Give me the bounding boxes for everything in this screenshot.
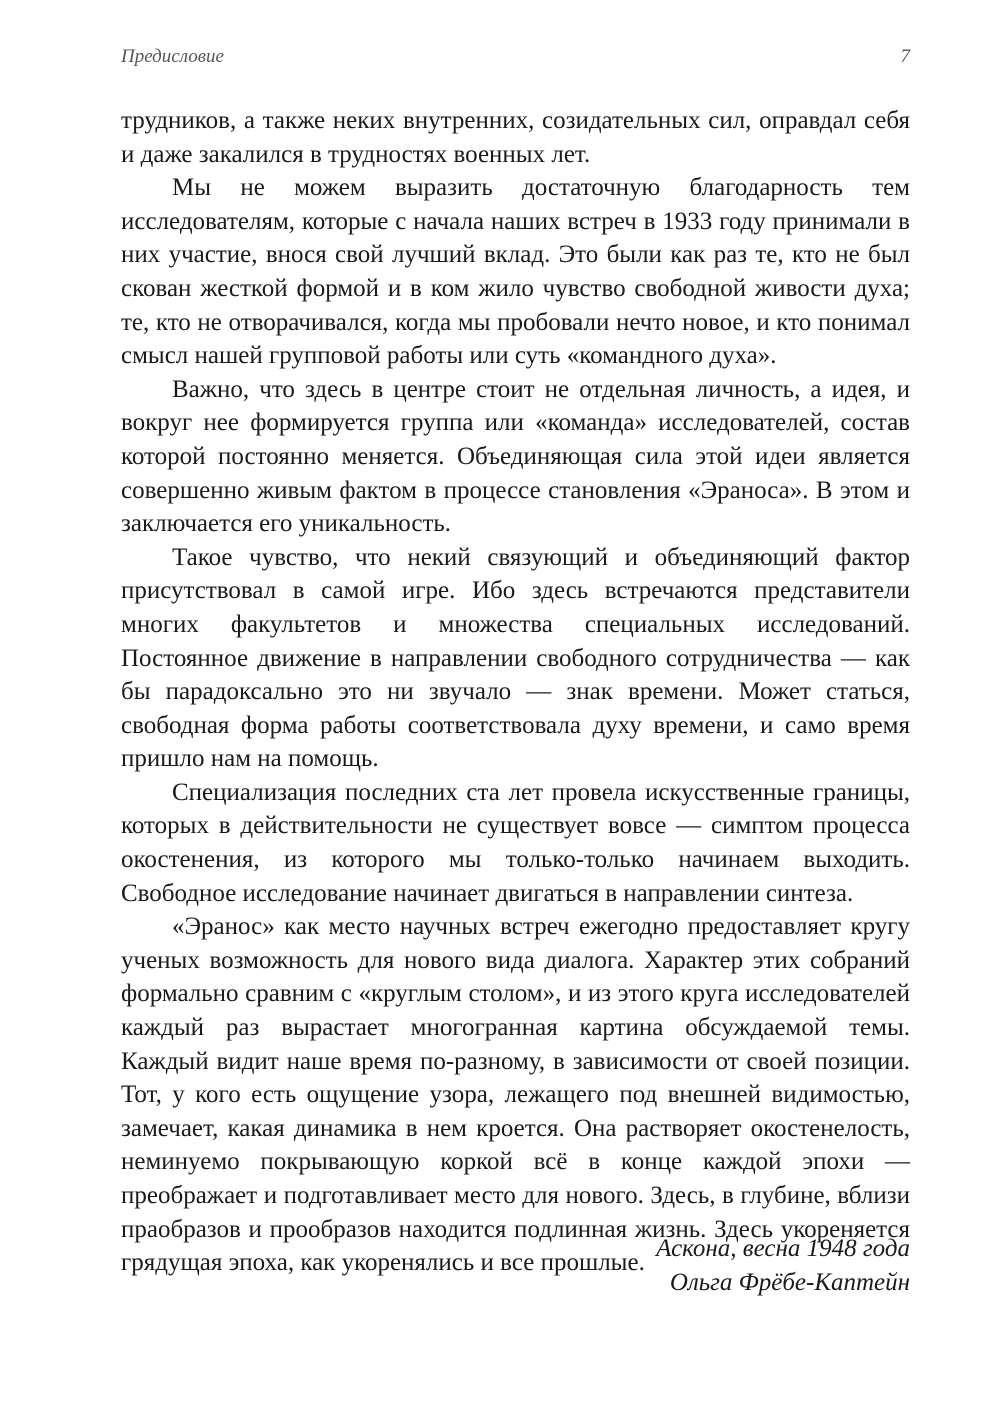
paragraph-2: Мы не можем выразить достаточную благодарность тем исследователям, которые с начала наших встреч в 1933 году принимали в них участие, внося свой лучший вклад. Это были как раз те, кто не был скован жесткой формой и в ком жило чувство свободной живости духа; те, кто не отворачивался, когда мы пробовали нечто новое, и кто понимал смысл нашей групповой работы или суть «командного духа». — [121, 174, 910, 370]
running-head — [121, 46, 910, 72]
paragraph-1: трудников, а также неких внутренних, созидательных сил, оправдал себя и даже закалился в трудностях военных лет. — [121, 107, 910, 168]
body-text — [121, 104, 910, 1280]
page-number: 7 — [900, 46, 910, 67]
section-title: Предисловие — [121, 46, 224, 67]
paragraph-6: «Эранос» как место научных встреч ежегодно предоставляет кругу ученых возможность для нового вида диалога. Характер этих собраний формально сравним с «круглым столом», и из этого круга исследователей каждый раз вырастает многогранная картина обсуждаемой темы. Каждый видит наше время по-разному, в зависимости от своей позиции. Тот, у кого есть ощущение узора, лежащего под внешней видимостью, замечает, какая динамика в нем кроется. Она растворяет окостенелость, неминуемо покрывающую коркой всё в конце каждой эпохи — преображает и подготавливает место для нового. Здесь, в глубине, вблизи праобразов и прообразов находится подлинная жизнь. Здесь укореняется грядущая эпоха, как укоренялись и все прошлые. — [121, 913, 910, 1277]
paragraph-3: Важно, что здесь в центре стоит не отдельная личность, а идея, и вокруг нее формируется группа или «команда» исследователей, состав которой постоянно меняется. Объединяющая сила этой идеи является совершенно живым фактом в процессе становления «Эраноса». В этом и заключается его уникальность. — [121, 375, 910, 538]
paragraph-5: Специализация последних ста лет провела искусственные границы, которых в действительности не существует вовсе — симптом процесса окостенения, из которого мы только-только начинаем выходить. Свободное исследование начинает двигаться в направлении синтеза. — [121, 778, 910, 907]
place-date: Аскона, весна 1948 года — [656, 1235, 910, 1262]
signature-block — [310, 1232, 910, 1299]
author-name: Ольга Фрёбе-Каптейн — [669, 1268, 910, 1296]
paragraph-4: Такое чувство, что некий связующий и объединяющий фактор присутствовал в самой игре. Ибо здесь встречаются представители многих факультетов и множества специальных исследований. Постоянное движение в направлении свободного сотрудничества — как бы парадоксально это ни звучало — знак времени. Может статься, свободная форма работы соответствовала духу времени, и само время пришло нам на помощь. — [121, 543, 910, 773]
